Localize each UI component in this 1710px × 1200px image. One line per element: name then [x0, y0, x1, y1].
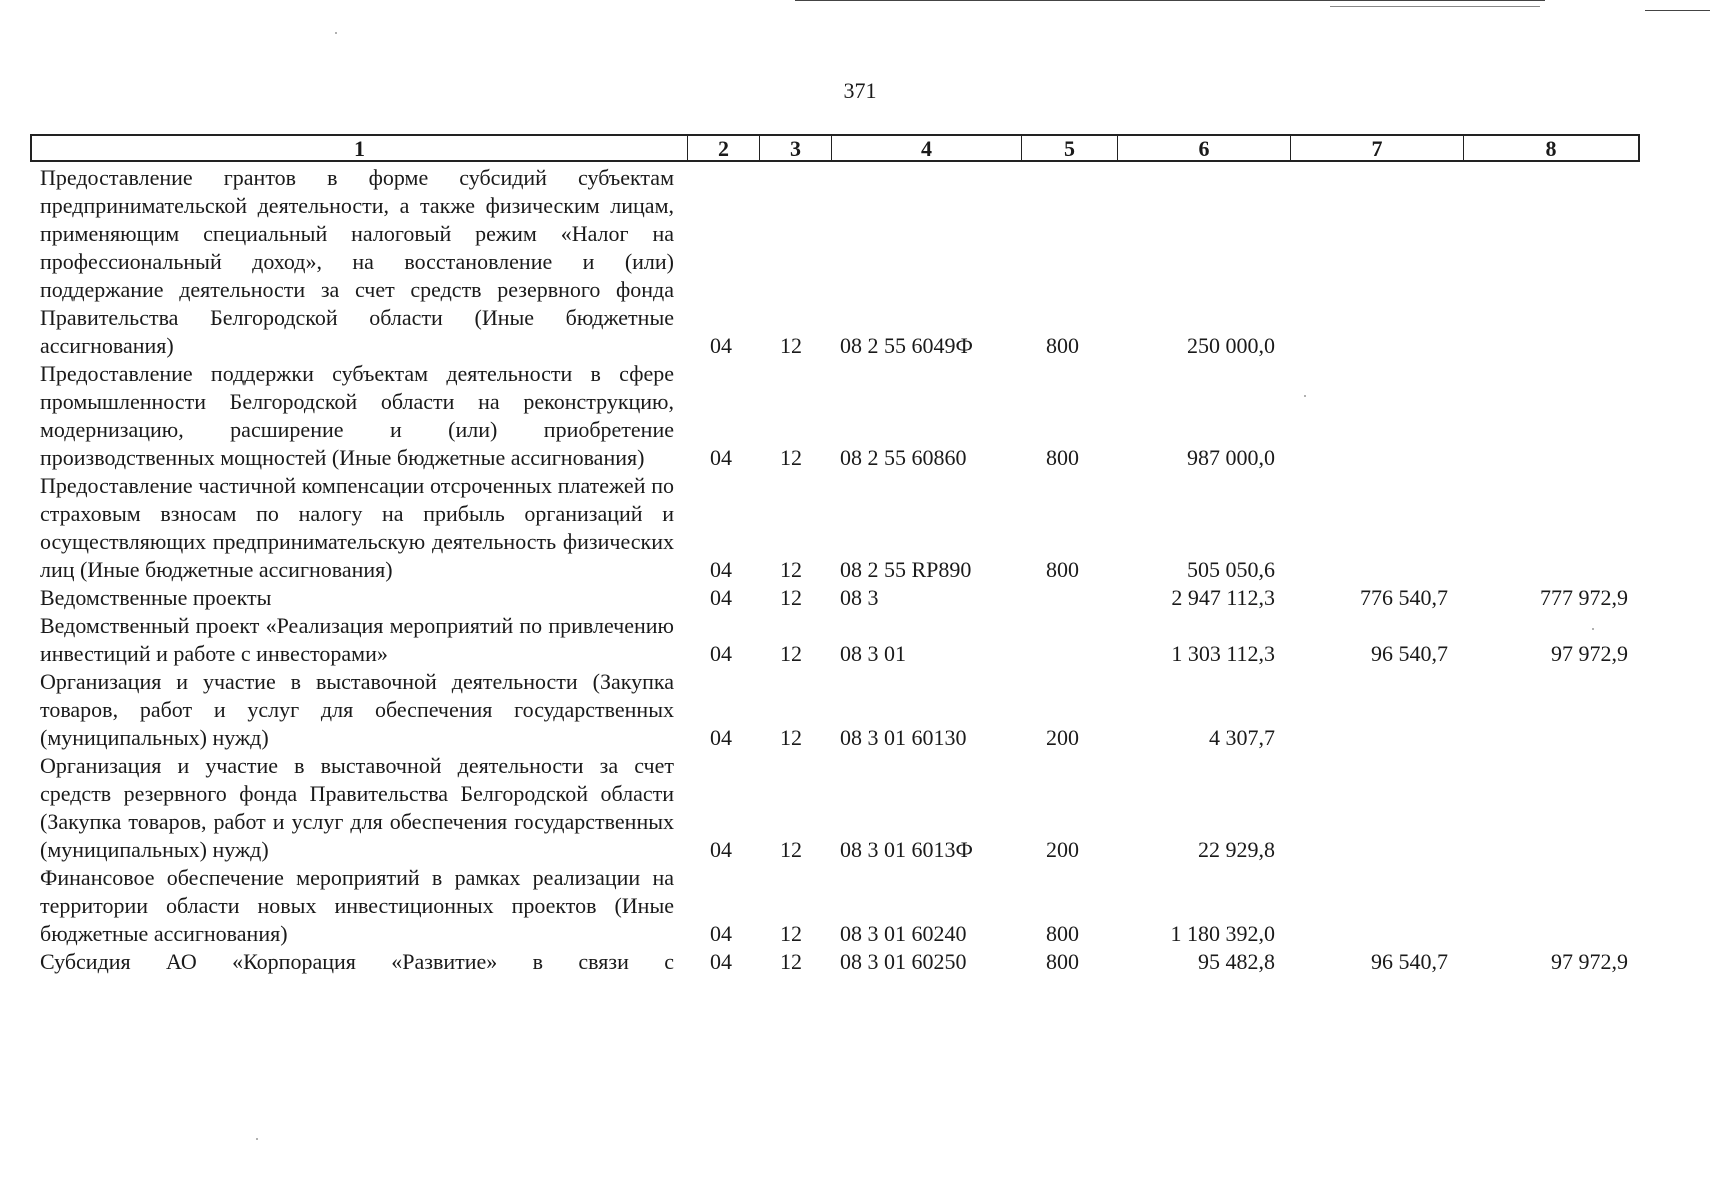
row-amount-6: 987 000,0 [1187, 445, 1275, 470]
scan-artifact-line [795, 0, 1545, 1]
row-section: 04 [710, 641, 732, 666]
row-section: 04 [710, 445, 732, 470]
row-name: Предоставление грантов в форме субсидий субъектам предпринимательской деятельности, а также физическим лицам, применяющим специальный налоговый режим «Налог на профессиональный доход», на восстановление и (или) поддержание деятельности за счет средств резервного фонда Правительства Белгородской области (Иные бюджетные ассигнования) [40, 165, 674, 358]
row-expense-type: 800 [1046, 557, 1079, 582]
header-cell-8: 8 [1545, 136, 1557, 161]
row-subsection: 12 [780, 333, 802, 358]
scan-speck [335, 32, 337, 34]
row-section: 04 [710, 557, 732, 582]
row-amount-6: 1 303 112,3 [1171, 641, 1275, 666]
row-target-code: 08 2 55 60860 [840, 445, 967, 470]
row-amount-6: 2 947 112,3 [1171, 585, 1275, 610]
table-header-row [30, 134, 1640, 162]
table-row [0, 164, 1710, 360]
header-cell-2: 2 [688, 136, 760, 160]
row-target-code: 08 3 [840, 585, 879, 610]
row-amount-8: 97 972,9 [1551, 949, 1628, 974]
header-cell-7: 7 [1291, 136, 1464, 160]
row-subsection: 12 [780, 725, 802, 750]
row-expense-type: 800 [1046, 445, 1079, 470]
table-row [0, 948, 1710, 976]
row-section: 04 [710, 949, 732, 974]
row-name: Предоставление частичной компенсации отсроченных платежей по страховым взносам по налогу на прибыль организаций и осуществляющих предпринимательскую деятельность физических лиц (Иные бюджетные ассигнования) [40, 473, 674, 582]
row-target-code: 08 3 01 60130 [840, 725, 967, 750]
row-expense-type: 200 [1046, 837, 1079, 862]
row-expense-type: 200 [1046, 725, 1079, 750]
row-name: Ведомственный проект «Реализация мероприятий по привлечению инвестиций и работе с инвесторами» [40, 613, 674, 666]
table-row [0, 612, 1710, 668]
row-target-code: 08 2 55 6049Ф [840, 333, 973, 358]
row-subsection: 12 [780, 641, 802, 666]
row-section: 04 [710, 333, 732, 358]
header-cell-4: 4 [832, 136, 1022, 160]
table-row [0, 864, 1710, 948]
row-target-code: 08 3 01 60240 [840, 921, 967, 946]
table-row [0, 360, 1710, 472]
row-section: 04 [710, 921, 732, 946]
row-amount-6: 22 929,8 [1198, 837, 1275, 862]
header-cell-5: 5 [1022, 136, 1118, 160]
row-section: 04 [710, 725, 732, 750]
row-expense-type: 800 [1046, 949, 1079, 974]
row-amount-7: 776 540,7 [1360, 585, 1448, 610]
row-name: Организация и участие в выставочной деятельности (Закупка товаров, работ и услуг для обеспечения государственных (муниципальных) нужд) [40, 669, 674, 750]
row-subsection: 12 [780, 585, 802, 610]
table-row [0, 752, 1710, 864]
row-name: Ведомственные проекты [40, 585, 272, 610]
row-subsection: 12 [780, 949, 802, 974]
row-target-code: 08 3 01 [840, 641, 906, 666]
page-number: 371 [843, 78, 877, 103]
row-amount-6: 4 307,7 [1209, 725, 1275, 750]
row-target-code: 08 2 55 RP890 [840, 557, 972, 582]
row-expense-type: 800 [1046, 921, 1079, 946]
table-row [0, 584, 1710, 612]
row-section: 04 [710, 837, 732, 862]
scan-speck [1592, 628, 1594, 630]
header-cell-1: 1 [32, 136, 688, 160]
header-cell-6: 6 [1118, 136, 1291, 160]
row-amount-7: 96 540,7 [1371, 641, 1448, 666]
row-amount-6: 1 180 392,0 [1170, 921, 1275, 946]
scan-artifact-line [1330, 6, 1540, 7]
row-name: Организация и участие в выставочной деятельности за счет средств резервного фонда Правительства Белгородской области (Закупка товаров, работ и услуг для обеспечения государственных (муниципальных) нужд) [40, 753, 674, 862]
row-name: Субсидия АО «Корпорация «Развитие» в связи с [40, 949, 674, 974]
table-body [0, 164, 1710, 976]
scan-speck [1304, 395, 1306, 397]
row-target-code: 08 3 01 6013Ф [840, 837, 973, 862]
row-amount-7: 96 540,7 [1371, 949, 1448, 974]
row-amount-8: 97 972,9 [1551, 641, 1628, 666]
scan-artifact-line [1645, 10, 1710, 11]
row-amount-6: 250 000,0 [1187, 333, 1275, 358]
row-amount-6: 95 482,8 [1198, 949, 1275, 974]
row-target-code: 08 3 01 60250 [840, 949, 967, 974]
header-cell-3: 3 [760, 136, 832, 160]
row-subsection: 12 [780, 837, 802, 862]
row-amount-6: 505 050,6 [1187, 557, 1275, 582]
scan-speck [256, 1138, 258, 1140]
row-subsection: 12 [780, 445, 802, 470]
row-amount-8: 777 972,9 [1540, 585, 1628, 610]
table-row [0, 668, 1710, 752]
row-subsection: 12 [780, 921, 802, 946]
row-name: Предоставление поддержки субъектам деятельности в сфере промышленности Белгородской области на реконструкцию, модернизацию, расширение и (или) приобретение производственных мощностей (Иные бюджетные ассигнования) [40, 361, 674, 470]
row-expense-type: 800 [1046, 333, 1079, 358]
row-name: Финансовое обеспечение мероприятий в рамках реализации на территории области новых инвестиционных проектов (Иные бюджетные ассигнования) [40, 865, 674, 946]
row-subsection: 12 [780, 557, 802, 582]
row-section: 04 [710, 585, 732, 610]
table-row [0, 472, 1710, 584]
